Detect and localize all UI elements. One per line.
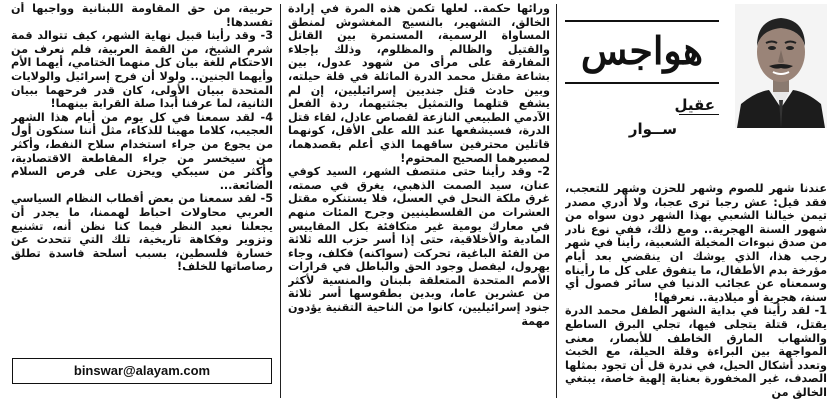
article-text: ورائها حكمة.. لعلها تكمن هذه المرة في إرادة الخالق، التشهير، بالنسيج المغشوش لمنطق المساواة الرسمية، المستمرة بين القاتل والقتيل والظالم والمظلوم، وذلك بإجلاء المفارقة على مرأى من شهود عدول، بين بشاعة مقتل محمد الدرة الماثلة في قلة حيلته، وبين حادث قتل جنديين إسرائيليين، إن لم يشفع قتلهما والتمثيل بجثتيهما، ردة الفعل الآدمي الطبيعي النازعة لقصاص عادل، لقاء قتل الدرة، فسيشفعها عند الله على الأقل، كونهما قاتلين محترفين ساقهما الذي أعلم بقصدهما، لمصيرهما الصحيح المحتوم! 2- وقد رأينا حتى منتصف الشهر، السيد كوفي عنان، سيد الصمت الذهبي، يغرق في صمته، غرق ملكة النحل في العسل، فلا يستنكره مقتل العشرات من الفلسطينيين وجرح المئات منهم في معارك يومية غير متكافئة بكل المقاييس المادية والأخلاقية، حتى إذا أسر حزب الله ثلاثة من الفئة الباغية، تحركت (سواكنه) فكلف، وجاء يهرول، ليفصل وجود الحق والباطل في قرارات الأمم المتحدة المتعلقة بلبنان والمنسية لأكثر من عشرين عاما، وبدين بطقوسها أسر ثلاثة جنود إسرائيليين، كانوا من الناحية التقنية يؤدون مهمة <box>288 2 550 328</box>
column-header <box>565 4 827 176</box>
author-first-name: عقيل <box>674 96 715 114</box>
column-title: هواجس <box>580 28 704 73</box>
author-photo <box>735 4 827 128</box>
column-divider <box>280 4 281 398</box>
article-text: حربية، من حق المقاومة اللبنانية وواجبها أن تفسدها! 3- وقد رأينا قبيل نهاية الشهر، كيف تتوالد قمة شرم الشيخ، من القمة العربية، فلم نعرف من الاحتكام للغة بيان كل منهما الختامي، أيهما الأم وأيهما الجنين.. ولولا أن فرح إسرائيل والولايات المتحدة ببيان الأولى، كان قدر فرحهما ببيان الثانية، لما عرفنا أبدا صلة القرابة بينهما! 4- لقد سمعنا في كل يوم من أيام هذا الشهر العجيب، كلاما مهينا للذكاء، مثل أننا سنكون أول من يجوع من جراء استخدام سلاح النفط، وأكثر من سيخسر من جراء المقاطعة الاقتصادية، وأكثر من سيبكي ويحزن على فرص السلام الضائعة... 5- لقد سمعنا من بعض أقطاب النظام السياسي العربي محاولات احباط لهممنا، ما يجدر أن يجعلنا نعيد النظر فيما كنا نظن أنه، تشنيع وتزوير وفكاهة تاريخية، تلك التي تتحدث عن خسارة فلسطين، بسبب أسلحة فاسدة تطلق رصاصاتها للخلف! <box>11 2 273 274</box>
article-column-middle <box>288 2 550 400</box>
article-column-left <box>11 2 273 347</box>
article-text: عندنا شهر للصوم وشهر للحزن وشهر للتعجب، فقد قيل: عش رجبا ترى عجبا، ولا أدري مصدر تيمن خيالنا الشعبي بهذا الشهر دون سواه من شهور السنة الهجرية.. ومع ذلك، ففي نوع نادر من صدق نبوءات المخيلة الشعبية، رأينا في شهر رجب هذا، الذي يوشك ان ينقضي بعد أيام مؤرخة بدم الأطفال، ما يتفوق على كل ما رأيناه وسمعناه عن عجائب الدنيا في سائر فصول أي سنة، هجرية أو ميلادية.. نعرفها! 1- لقد رأينا في بداية الشهر الطفل محمد الدرة يقتل، قتلة يتجلى فيها، تجلي البرق الساطع والشهاب المارق الخاطف للأبصار، معنى المواجهة بين البراءة وقلة الحيلة، مع الخبث وتعدد أشكال الحيل، في ندرة قل أن تجود بمثلها الصدف، غير المخفورة بعناية إلهية خاصة، يبتغي الخالق من <box>565 182 827 399</box>
title-rule <box>565 20 719 22</box>
author-rule <box>679 114 719 115</box>
article-column-right <box>565 182 827 400</box>
author-email: binswar@alayam.com <box>12 358 272 384</box>
author-last-name: ســوار <box>628 120 677 138</box>
column-divider <box>556 4 557 398</box>
title-rule <box>565 82 719 84</box>
